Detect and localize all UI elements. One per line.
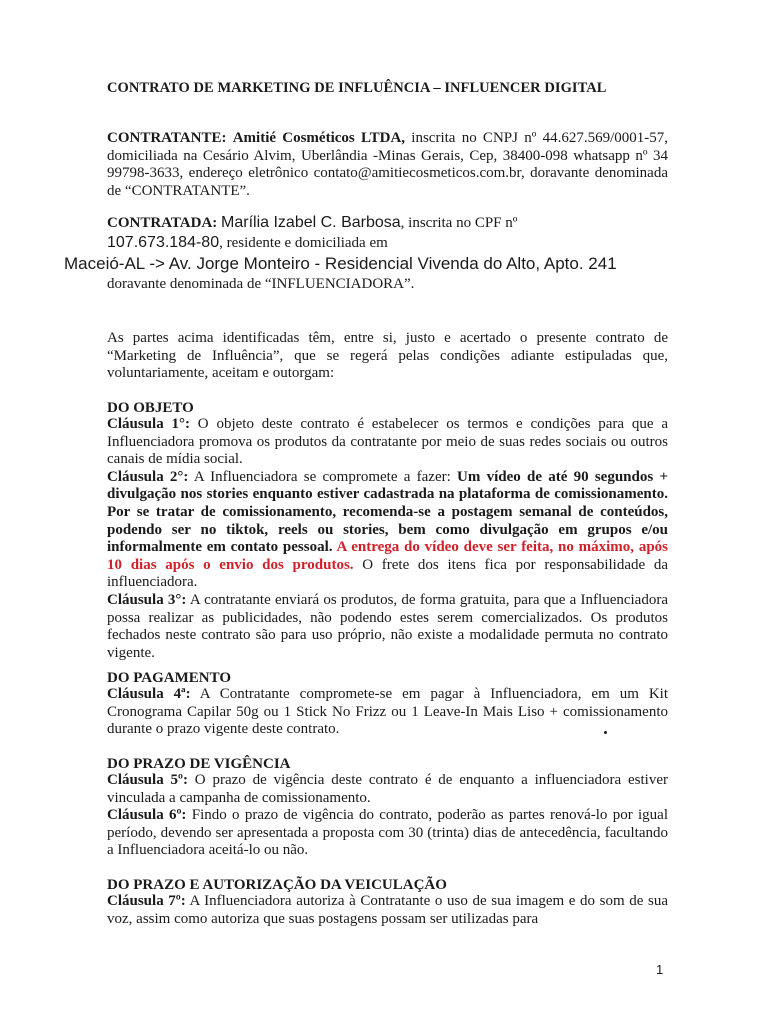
clause-2-label: Cláusula 2°:: [107, 468, 189, 485]
objeto-heading: DO OBJETO: [107, 400, 194, 416]
veiculacao-heading: DO PRAZO E AUTORIZAÇÃO DA VEICULAÇÃO: [107, 877, 447, 893]
clause-6-label: Cláusula 6º:: [107, 807, 187, 824]
clause-3-label: Cláusula 3°:: [107, 591, 187, 608]
clause-2-red: A entrega do vídeo deve ser feita, no máximo, após 10 dias após o envio dos produtos.: [107, 539, 668, 573]
clause-2-bold: Um vídeo de até 90 segundos + divulgação nos stories enquanto estiver cadastrada na plataforma de comissionamento. Por se tratar de comissionamento, recomenda-se a postagem semanal de conteúdos, podendo ser no tiktok, reels ou stories, bem como divulgação em grupos e/ou informalmente em contato pessoal.: [107, 468, 668, 556]
contratada-name-field: Marília Izabel C. Barbosa: [221, 214, 401, 231]
contratada-cpf-field: 107.673.184-80: [107, 234, 220, 251]
clause-6-text: Findo o prazo de vigência do contrato, poderão as partes renová-lo por igual período, devendo ser apresentada a proposta com 30 (trinta) dias de antecedência, facultando a Influenciadora aceitá-lo ou não.: [107, 807, 669, 859]
contratante-text: inscrita no CNPJ nº 44.627.569/0001-57, domiciliada na Cesário Alvim, Uberlândia -Minas Gerais, Cep, 38400-098 whatsapp nº 34 99798-3633, endereço eletrônico contato@amitiecosmeticos.com.br, doravante denominada de “CONTRATANTE”.: [107, 130, 669, 199]
contratada-line-1: [107, 214, 517, 233]
contratante-label: CONTRATANTE:: [107, 130, 227, 146]
clause-2-text-end: O frete dos itens fica por responsabilidade da influenciadora.: [107, 556, 668, 591]
intro-paragraph: As partes acima identificadas têm, entre si, justo e acertado o presente contrato de “Marketing de Influência”, que se regerá pelas condições adiante estipuladas que, voluntariamente, aceitam e outorgam:: [107, 330, 668, 382]
vigencia-heading: DO PRAZO DE VIGÊNCIA: [107, 756, 291, 772]
clause-4-label: Cláusula 4ª:: [107, 686, 191, 702]
contratada-line-2: [107, 234, 388, 253]
clause-7-label: Cláusula 7º:: [107, 893, 186, 909]
clause-1-label: Cláusula 1°:: [107, 416, 190, 432]
contratada-label: CONTRATADA:: [107, 215, 218, 231]
clause-3-text: A contratante enviará os produtos, de forma gratuita, para que a Influenciadora possa realizar as publicidades, não podendo estes serem comercializados. Os produtos fechados neste contrato são para uso próprio, não existe a modalidade permuta no contrato vigente.: [107, 591, 668, 661]
contratada-residence-label: , residente e domiciliada em: [219, 235, 388, 251]
stray-dot: [604, 731, 607, 734]
page-number: 1: [656, 962, 664, 977]
contratada-cpf-label: , inscrita no CPF nº: [400, 215, 518, 231]
contratante-company: Amitié Cosméticos LTDA,: [232, 130, 406, 146]
document-title: CONTRATO DE MARKETING DE INFLUÊNCIA – INFLUENCER DIGITAL: [107, 80, 607, 96]
veiculacao-section: [107, 893, 668, 928]
clause-4-text: A Contratante compromete-se em pagar à Influenciadora, em um Kit Cronograma Capilar 50g ou 1 Stick No Frizz ou 1 Leave-In Mais Liso + comissionamento durante o prazo vigente deste contrato.: [107, 686, 668, 738]
contratada-address-field: Maceió-AL -> Av. Jorge Monteiro - Residencial Vivenda do Alto, Apto. 241: [64, 254, 617, 273]
clause-7-text: A Influenciadora autoriza à Contratante o uso de sua imagem e do som de sua voz, assim como autoriza que suas postagens possam ser utilizadas para: [107, 893, 668, 927]
clause-5-text: O prazo de vigência deste contrato é de enquanto a influenciadora estiver vinculada a campanha de comissionamento.: [107, 772, 669, 806]
clause-5-label: Cláusula 5º:: [107, 772, 188, 788]
pagamento-heading: DO PAGAMENTO: [107, 670, 232, 686]
contratante-paragraph: [107, 130, 668, 200]
objeto-section: [107, 416, 668, 662]
contratada-closing: doravante denominada de “INFLUENCIADORA”.: [107, 276, 415, 292]
clause-2-text: A Influenciadora se compromete a fazer:: [188, 468, 457, 485]
vigencia-section: [107, 772, 668, 860]
clause-1-text: O objeto deste contrato é estabelecer os termos e condições para que a Influenciadora promova os produtos da contratante por meio de suas redes sociais ou outros canais de mídia social.: [107, 416, 668, 468]
pagamento-section: [107, 686, 668, 739]
